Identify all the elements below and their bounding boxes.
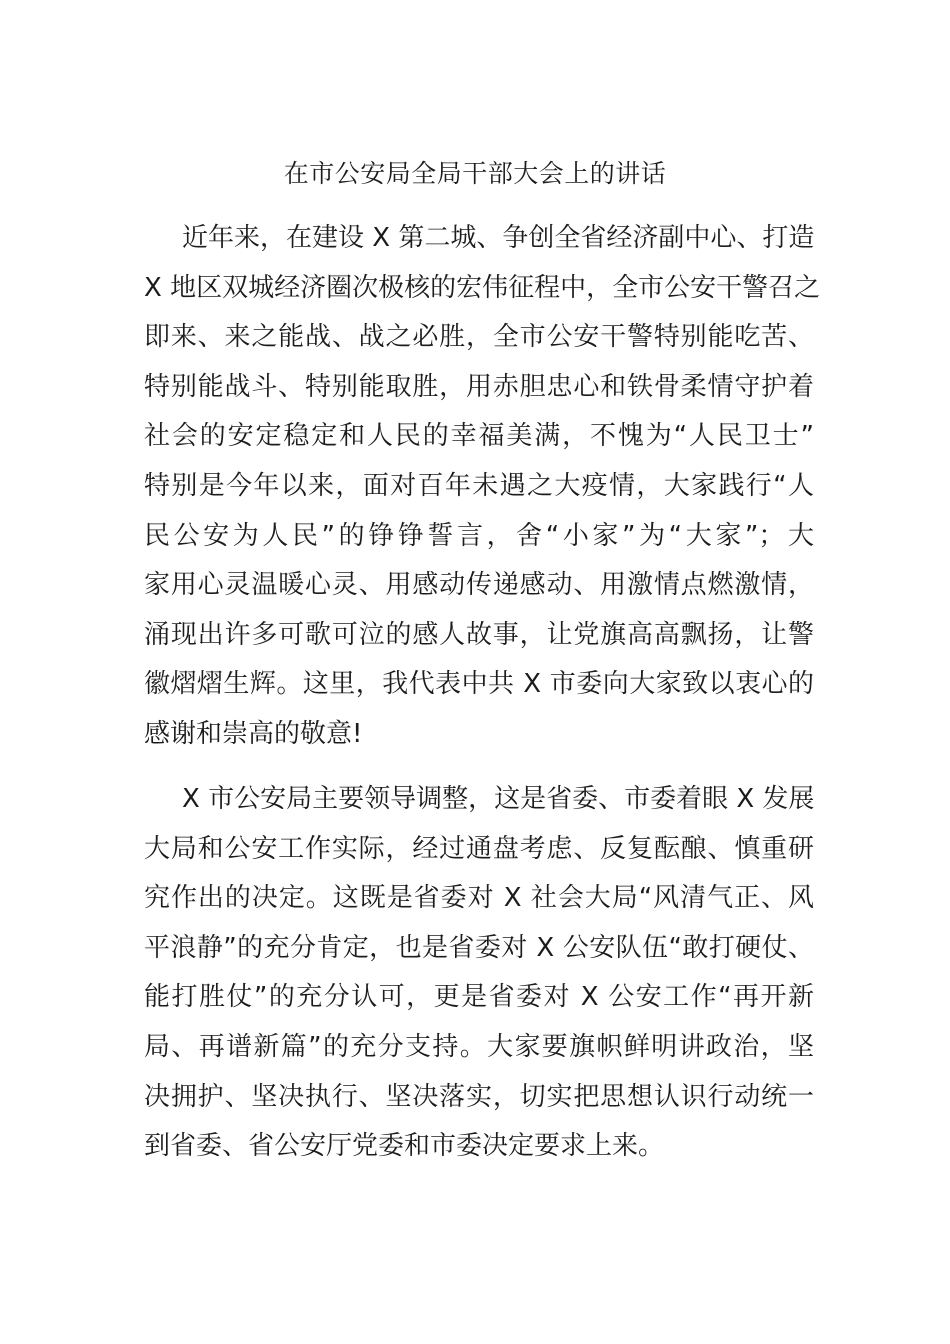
paragraph-line: 家用心灵温暖心灵、用感动传递感动、用激情点燃激情， (144, 570, 814, 601)
paragraph-line: 涌现出许多可歌可泣的感人故事，让党旗高高飘扬，让警 (144, 619, 814, 650)
paragraph-line: X 市公安局主要领导调整，这是省委、市委着眼 X 发展 (182, 784, 815, 814)
paragraph-line: 平浪静”的充分肯定，也是省委对 X 公安队伍“敢打硬仗、 (144, 932, 814, 963)
paragraph-line: 决拥护、坚决执行、坚决落实，切实把思想认识行动统一 (144, 1081, 814, 1112)
paragraph-line: 即来、来之能战、战之必胜，全市公安干警特别能吃苦、 (144, 322, 814, 353)
body-paragraph-2 (144, 775, 814, 1172)
body-paragraph-1 (144, 214, 821, 760)
paragraph-line: 近年来，在建设 X 第二城、争创全省经济副中心、打造 (182, 223, 815, 253)
paragraph-line: 社会的安定稳定和人民的幸福美满，不愧为“人民卫士” (144, 421, 814, 452)
paragraph-line: 特别是今年以来，面对百年未遇之大疫情，大家践行“人 (144, 470, 814, 501)
paragraph-line: 民公安为人民”的铮铮誓言，舍“小家”为“大家”；大 (144, 520, 814, 551)
paragraph-line: 感谢和崇高的敬意! (144, 718, 363, 749)
paragraph-line: 局、再谱新篇”的充分支持。大家要旗帜鲜明讲政治，坚 (144, 1031, 814, 1062)
paragraph-line: 能打胜仗”的充分认可，更是省委对 X 公安工作“再开新 (144, 982, 814, 1013)
paragraph-line: 究作出的决定。这既是省委对 X 社会大局“风清气正、风 (144, 883, 814, 914)
paragraph-line: 徽熠熠生辉。这里，我代表中共 X 市委向大家致以衷心的 (144, 669, 814, 700)
paragraph-line: 大局和公安工作实际，经过通盘考虑、反复酝酿、慎重研 (144, 833, 814, 864)
paragraph-line: X 地区双城经济圈次极核的宏伟征程中，全市公安干警召之 (144, 272, 821, 303)
document-title: 在市公安局全局干部大会上的讲话 (283, 159, 667, 188)
paragraph-line: 到省委、省公安厅党委和市委决定要求上来。 (144, 1131, 665, 1162)
paragraph-line: 特别能战斗、特别能取胜，用赤胆忠心和铁骨柔情守护着 (144, 371, 814, 402)
